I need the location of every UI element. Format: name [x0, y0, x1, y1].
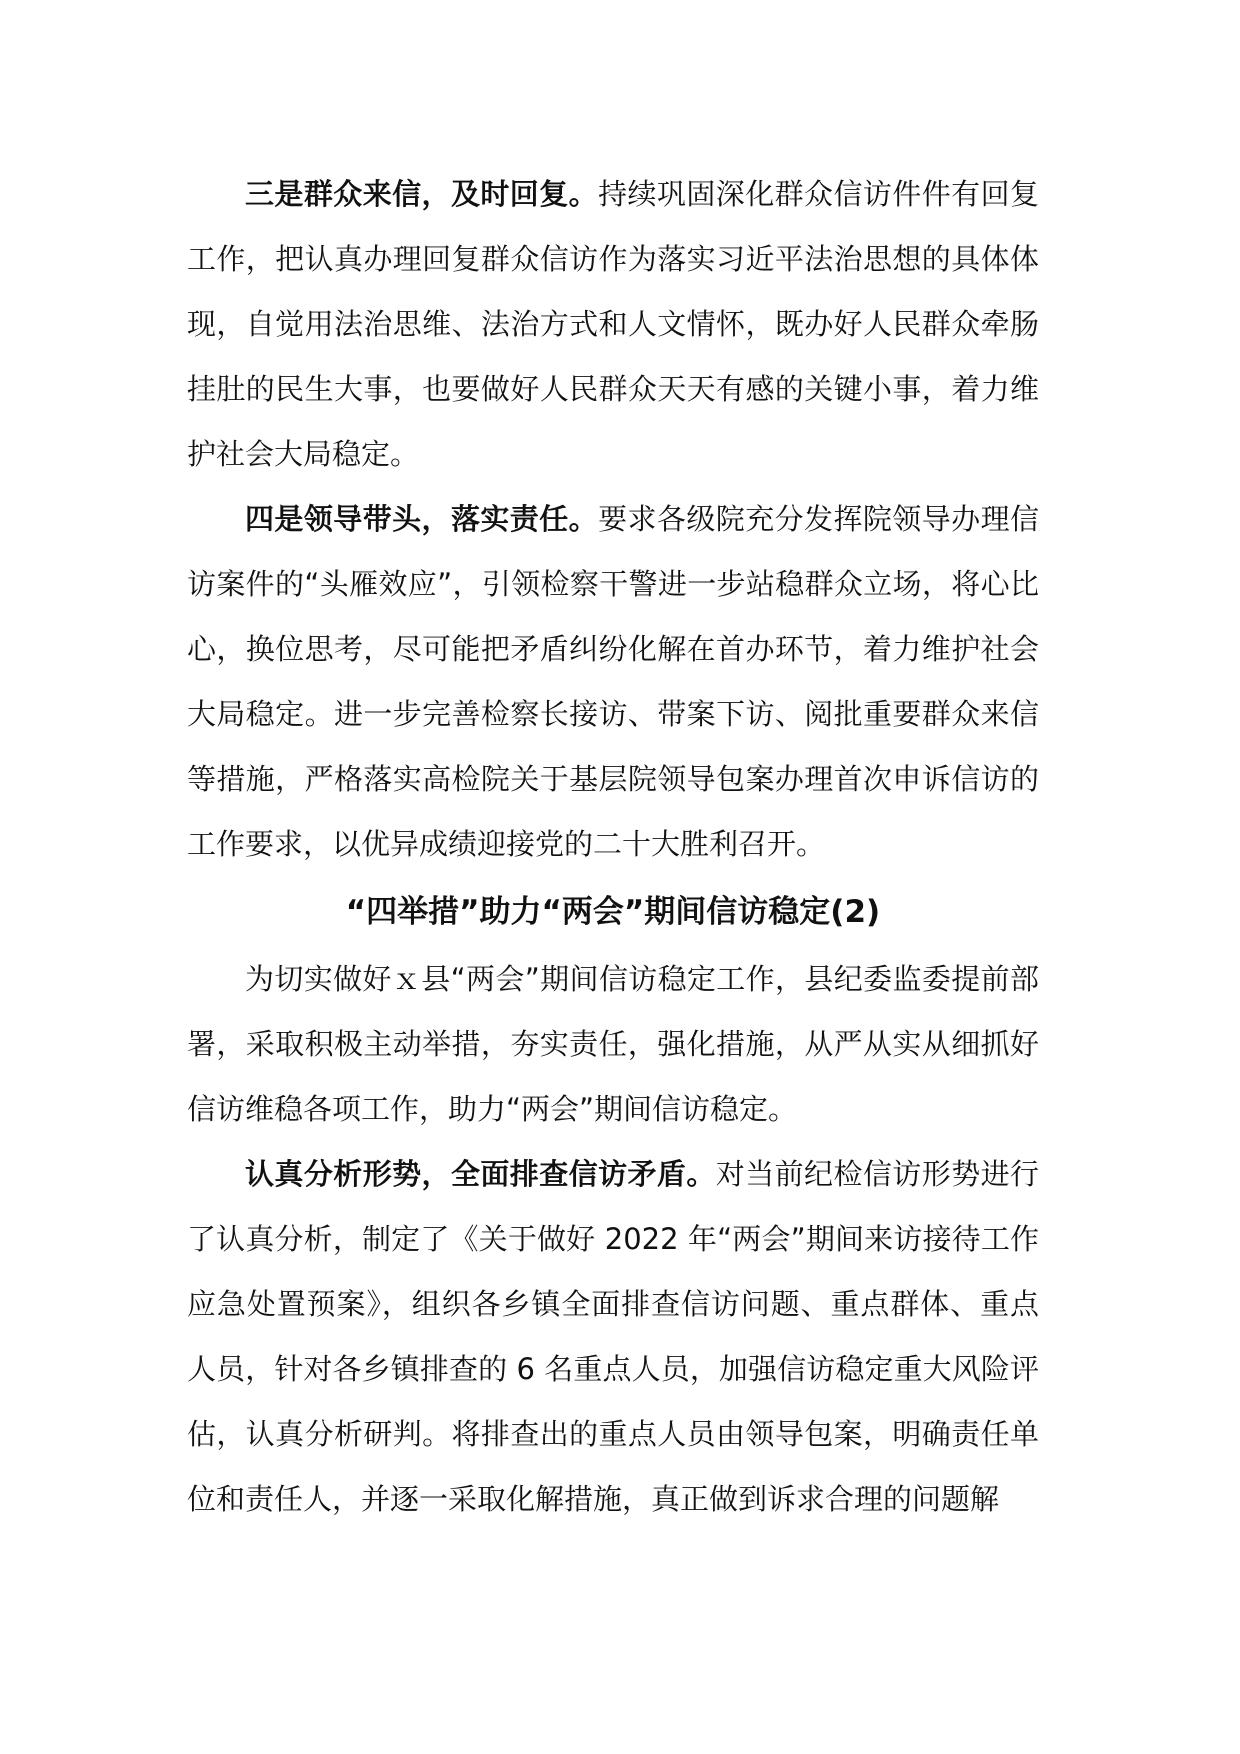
document-page: [187, 162, 1039, 1532]
paragraph-body: 为切实做好ｘ县“两会”期间信访稳定工作，县纪委监委提前部署，采取积极主动举措，夯实责任，强化措施，从严从实从细抓好信访维稳各项工作，助力“两会”期间信访稳定。: [187, 962, 1039, 1126]
paragraph-lead: 三是群众来信，及时回复。: [245, 177, 599, 211]
paragraph-body: 对当前纪检信访形势进行了认真分析，制定了《关于做好 2022 年“两会”期间来访接待工作应急处置预案》，组织各乡镇全面排查信访问题、重点群体、重点人员，针对各乡镇排查的 6 名重点人员，加强信访稳定重大风险评估，认真分析研判。将排查出的重点人员由领导包案，明确责任单位和责任人，并逐一采取化解措施，真正做到诉求合理的问题解: [187, 1157, 1039, 1516]
paragraph-body: 要求各级院充分发挥院领导办理信访案件的“头雁效应”，引领检察干警进一步站稳群众立场，将心比心，换位思考，尽可能把矛盾纠纷化解在首办环节，着力维护社会大局稳定。进一步完善检察长接访、带案下访、阅批重要群众来信等措施，严格落实高检院关于基层院领导包案办理首次申诉信访的工作要求，以优异成绩迎接党的二十大胜利召开。: [187, 502, 1039, 861]
paragraph-leaders-take-lead: [187, 487, 1039, 877]
paragraph-lead: 四是领导带头，落实责任。: [245, 502, 599, 536]
paragraph-leaders-letters-reply: [187, 162, 1039, 487]
paragraph-body: 持续巩固深化群众信访件件有回复工作，把认真办理回复群众信访作为落实习近平法治思想的具体体现，自觉用法治思维、法治方式和人文情怀，既办好人民群众牵肠挂肚的民生大事，也要做好人民群众天天有感的关键小事，着力维护社会大局稳定。: [187, 177, 1039, 471]
paragraph-analyze-situation: [187, 1142, 1039, 1532]
paragraph-lead: 认真分析形势，全面排查信访矛盾。: [245, 1157, 716, 1191]
paragraph-intro: [187, 947, 1039, 1142]
section-title: “四举措”助力“两会”期间信访稳定(2): [345, 894, 881, 930]
